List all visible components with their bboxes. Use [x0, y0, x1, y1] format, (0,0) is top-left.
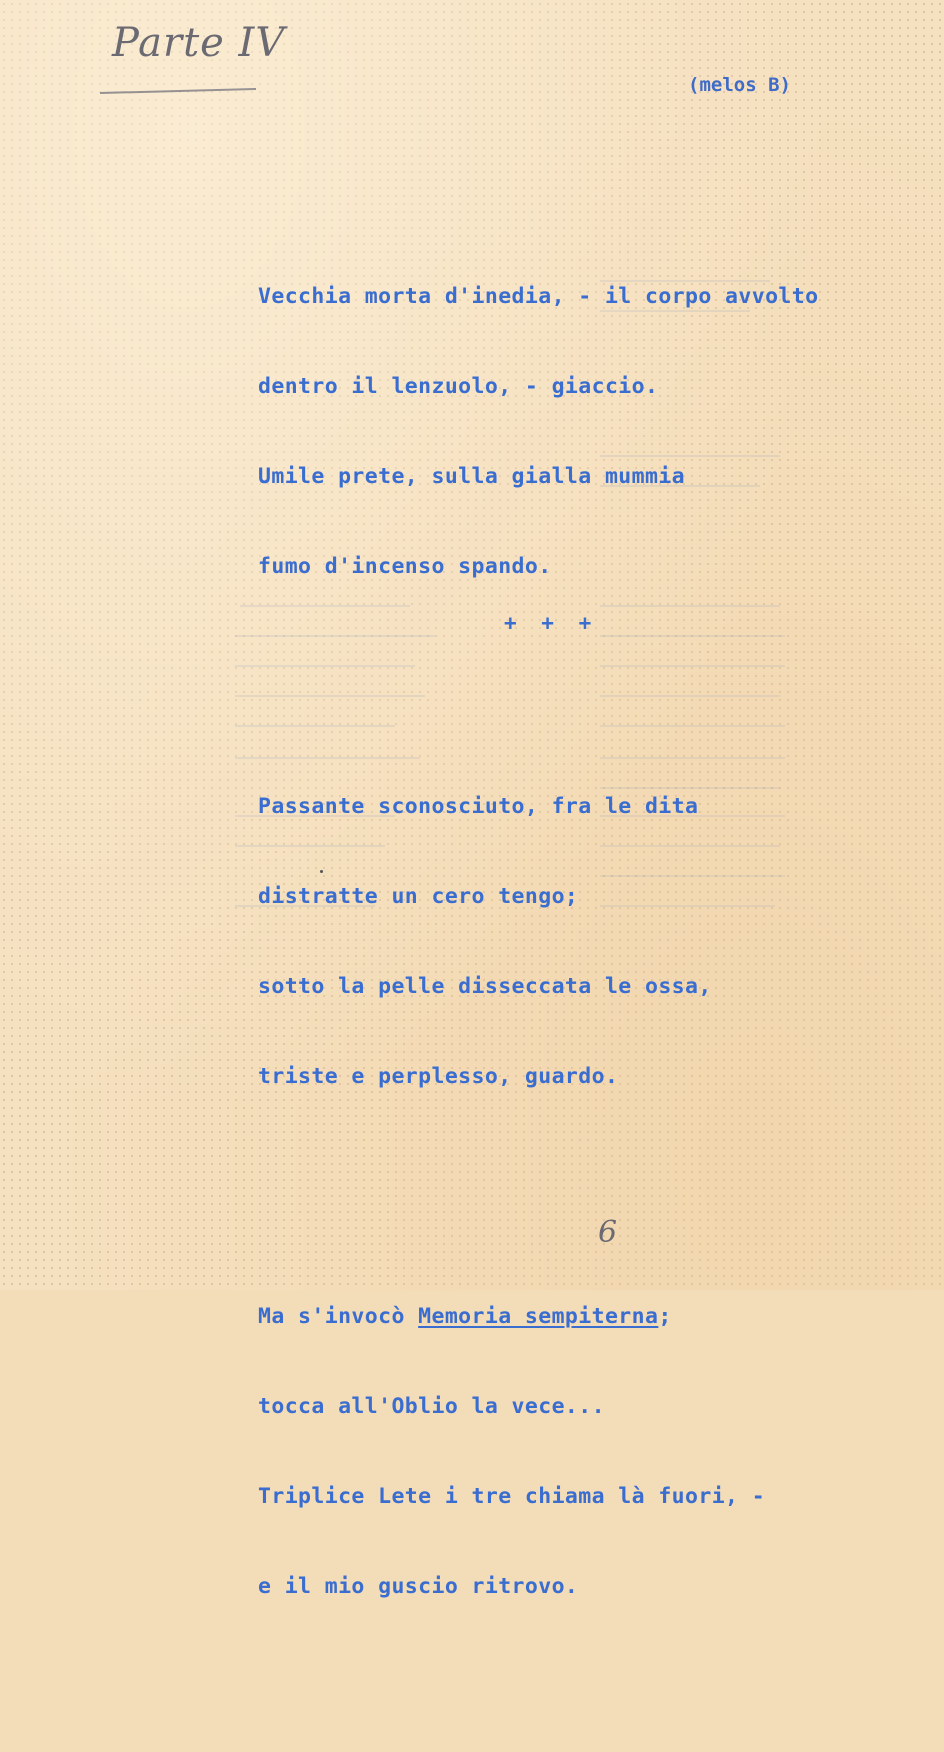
poem-line: triste e perplesso, guardo. — [258, 1064, 619, 1089]
poem-line: distratte un cero tengo; — [258, 884, 579, 909]
poem-line: tocca all'Oblio la vece... — [258, 1394, 605, 1419]
line-prefix: Ma s'invocò — [258, 1304, 419, 1329]
stanza-3 — [258, 1242, 818, 1662]
poem-line: fumo d'incenso spando. — [258, 554, 552, 579]
title-underline — [100, 88, 256, 94]
poem-line: Passante sconosciuto, fra le dita — [258, 794, 699, 819]
melody-tag: (melos B) — [688, 74, 791, 96]
page-number: 6 — [598, 1215, 618, 1250]
stanza-1 — [258, 222, 818, 642]
poem-body — [258, 162, 818, 1752]
poem-line: e il mio guscio ritrovo. — [258, 1574, 579, 1599]
poem-line: Vecchia morta d'inedia, - il corpo avvolto — [258, 284, 819, 309]
poem-line: dentro il lenzuolo, - giaccio. — [258, 374, 659, 399]
line-suffix: ; — [658, 1304, 672, 1329]
handwritten-section-title: Parte IV — [112, 20, 286, 66]
underlined-phrase: Memoria sempiterna — [418, 1304, 659, 1329]
ink-speck — [320, 870, 323, 873]
stanza-2 — [258, 732, 818, 1152]
poem-line: Umile prete, sulla gialla mummia — [258, 464, 686, 489]
poem-line: sotto la pelle disseccata le ossa, — [258, 974, 712, 999]
poem-line: Triplice Lete i tre chiama là fuori, - — [258, 1484, 766, 1509]
poem-line — [258, 1302, 818, 1332]
section-ornament: + + + — [504, 611, 598, 635]
